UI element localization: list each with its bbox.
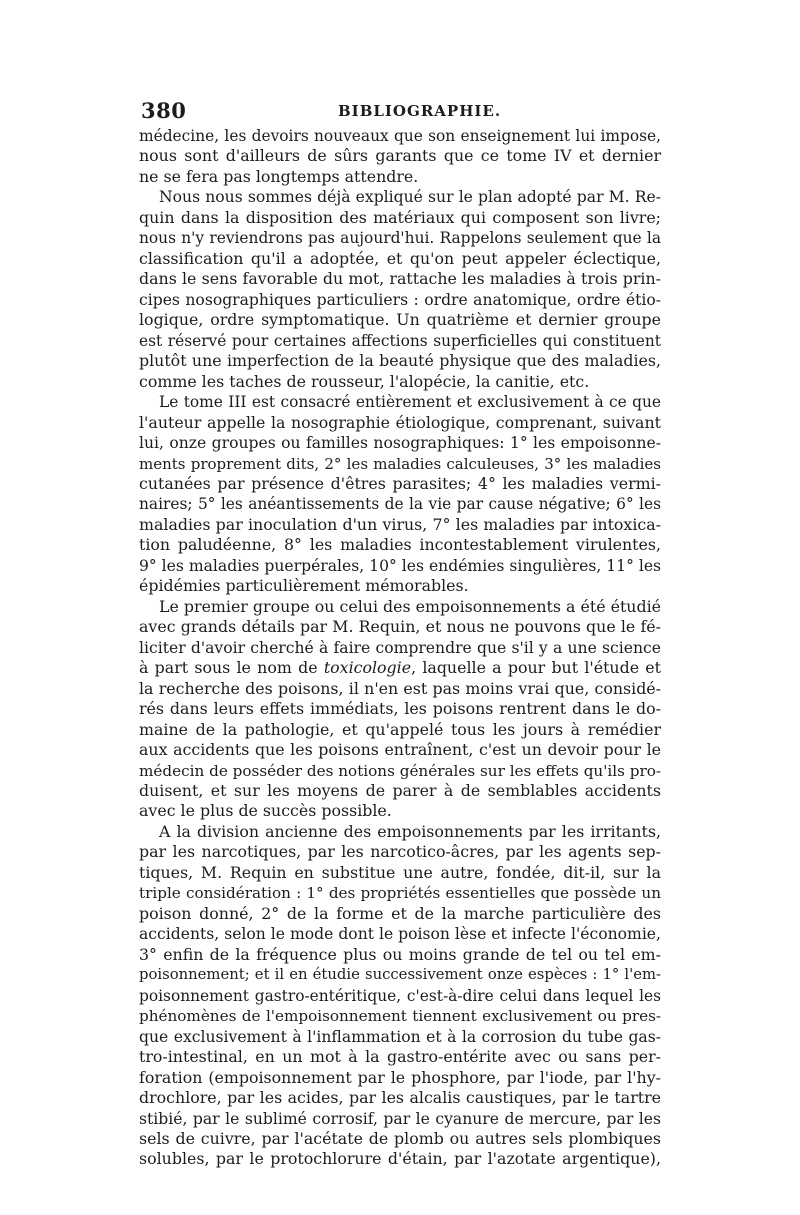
- text-line: Nous nous sommes déjà expliqué sur le plan adopté par M. Re-: [159, 188, 661, 207]
- text-line: A la division ancienne des empoisonnements par les irritants,: [159, 821, 661, 841]
- text-line: quin dans la disposition des matériaux qui composent son livre;: [139, 207, 661, 227]
- text-line: dans le sens favorable du mot, rattache les maladies à trois prin-: [139, 269, 661, 289]
- text-line: tro-intestinal, en un mot à la gastro-entérite avec ou sans per-: [139, 1047, 661, 1067]
- text-line: 9° les maladies puerpérales, 10° les endémies singulières, 11° les: [139, 556, 662, 575]
- text-line: poisonnement gastro-entéritique, c'est-à-dire celui dans lequel les: [139, 986, 661, 1005]
- text-line: sels de cuivre, par l'acétate de plomb ou autres sels plombiques: [139, 1128, 661, 1148]
- text-line: nous n'y reviendrons pas aujourd'hui. Rappelons seulement que la: [139, 229, 661, 248]
- text-line: poison donné, 2° de la forme et de la marche particulière des: [139, 903, 661, 923]
- text-line: comme les taches de rousseur, l'alopécie, la canitie, etc.: [139, 371, 590, 391]
- text-line: médecine, les devoirs nouveaux que son enseignement lui impose,: [139, 127, 661, 145]
- text-line: classification qu'il a adoptée, et qu'on peut appeler éclectique,: [139, 248, 661, 268]
- text-line: maladies par inoculation d'un virus, 7° les maladies par intoxica-: [139, 514, 661, 534]
- text-line: ments proprement dits, 2° les maladies calculeuses, 3° les maladies: [139, 454, 661, 473]
- text-line: Le premier groupe ou celui des empoisonnements a été étudié: [159, 596, 661, 616]
- text-line: Le tome III est consacré entièrement et exclusivement à ce que: [159, 393, 661, 412]
- text-line: accidents, selon le mode dont le poison lèse et infecte l'économie,: [139, 925, 661, 944]
- text-line: médecin de posséder des notions générales sur les effets qu'ils pro-: [139, 761, 661, 780]
- text-line: poisonnement; et il en étudie successivement onze espèces : 1° l'em-: [139, 966, 661, 984]
- text-line: l'auteur appelle la nosographie étiologique, comprenant, suivant: [139, 412, 661, 432]
- text-line: ne se fera pas longtemps attendre.: [139, 166, 419, 186]
- page-number: 380: [141, 98, 187, 123]
- text-line: par les narcotiques, par les narcotico-âcres, par les agents sep-: [139, 842, 661, 862]
- text-line: liciter d'avoir cherché à faire comprendre que s'il y a une science: [139, 638, 661, 657]
- text-line: foration (empoisonnement par le phosphore, par l'iode, par l'hy-: [139, 1067, 661, 1087]
- text-line: à part sous le nom de toxicologie, laquelle a pour but l'étude et: [139, 658, 662, 678]
- text-line: la recherche des poisons, il n'en est pas moins vrai que, considé-: [139, 678, 661, 698]
- text-line: triple considération : 1° des propriétés essentielles que possède un: [139, 884, 661, 903]
- text-line: aux accidents que les poisons entraînent, c'est un devoir pour le: [139, 740, 661, 760]
- text-line: phénomènes de l'empoisonnement tiennent exclusivement ou pres-: [139, 1007, 661, 1026]
- text-line: lui, onze groupes ou familles nosographiques: 1° les empoisonne-: [139, 434, 661, 453]
- text-line: naires; 5° les anéantissements de la vie par cause négative; 6° les: [139, 495, 661, 514]
- text-line: rés dans leurs effets immédiats, les poisons rentrent dans le do-: [139, 699, 661, 719]
- text-line: que exclusivement à l'inflammation et à la corrosion du tube gas-: [139, 1027, 661, 1046]
- text-line: solubles, par le protochlorure d'étain, par l'azotate argentique),: [139, 1149, 661, 1169]
- text-line: stibié, par le sublimé corrosif, par le cyanure de mercure, par les: [139, 1109, 661, 1128]
- text-line: tion paludéenne, 8° les maladies incontestablement virulentes,: [139, 535, 661, 555]
- text-line: 3° enfin de la fréquence plus ou moins grande de tel ou tel em-: [139, 944, 661, 964]
- text-line: avec grands détails par M. Requin, et nous ne pouvons que le fé-: [139, 617, 661, 637]
- text-line: drochlore, par les acides, par les alcalis caustiques, par le tartre: [139, 1088, 661, 1108]
- text-line: plutôt une imperfection de la beauté physique que des maladies,: [139, 351, 661, 371]
- text-line: logique, ordre symptomatique. Un quatrième et dernier groupe: [139, 310, 661, 330]
- running-title: BIBLIOGRAPHIE.: [338, 102, 502, 120]
- text-line: tiques, M. Requin en substitue une autre, fondée, dit-il, sur la: [139, 862, 661, 882]
- body-text: [139, 126, 661, 1170]
- text-line: épidémies particulièrement mémorables.: [139, 576, 469, 596]
- text-line: avec le plus de succès possible.: [139, 801, 392, 821]
- page-header: [141, 98, 671, 126]
- italic-term: toxicologie: [323, 658, 412, 678]
- text-line: duisent, et sur les moyens de parer à de semblables accidents: [139, 781, 661, 800]
- text-line: cipes nosographiques particuliers : ordre anatomique, ordre étio-: [139, 290, 661, 309]
- text-line: est réservé pour certaines affections superficielles qui constituent: [139, 331, 661, 350]
- text-line: cutanées par présence d'êtres parasites; 4° les maladies vermi-: [139, 473, 661, 493]
- text-line: nous sont d'ailleurs de sûrs garants que ce tome IV et dernier: [139, 146, 661, 166]
- text-line: maine de la pathologie, et qu'appelé tous les jours à remédier: [139, 719, 661, 739]
